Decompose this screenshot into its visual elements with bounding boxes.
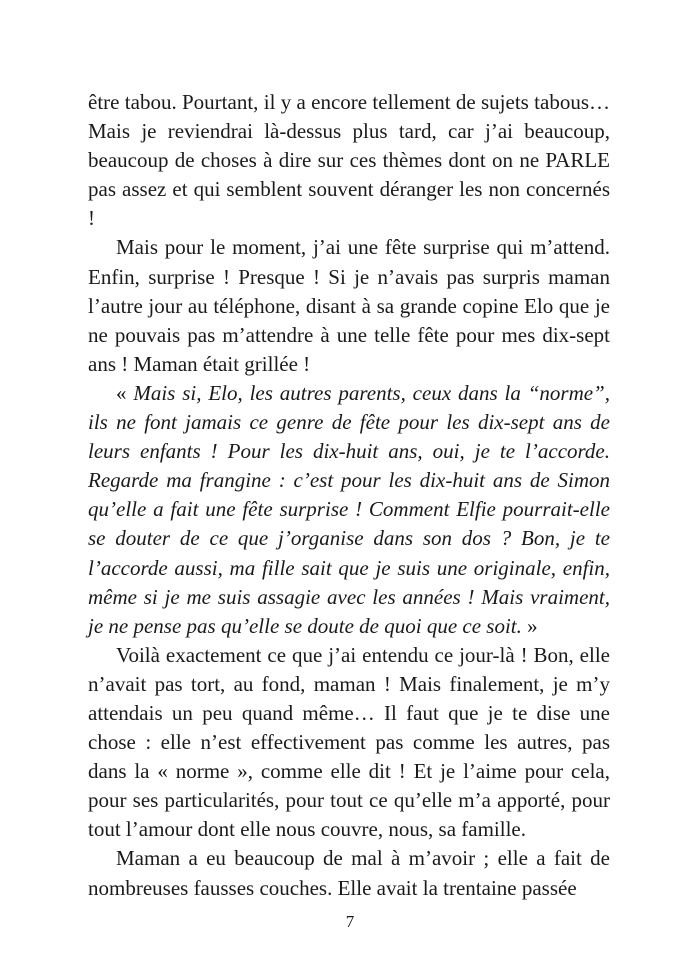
page-body <box>88 88 610 903</box>
quoted-phone-call: Mais si, Elo, les autres parents, ceux dans la “norme”, ils ne font jamais ce genre de fête pour les dix-sept ans de leurs enfants ! Pour les dix-huit ans, oui, je te l’accorde. Regarde ma frangine : c’est pour les dix-huit ans de Simon qu’elle a fait une fête surprise ! Comment Elfie pourrait-elle se douter de ce que j’organise dans son dos ? Bon, je te l’accorde aussi, ma fille sait que je suis une originale, enfin, même si je me suis assagie avec les années ! Mais vraiment, je ne pense pas qu’elle se doute de quoi que ce soit. <box>88 380 610 638</box>
paragraph-quote <box>88 379 610 641</box>
page-number: 7 <box>345 912 355 931</box>
open-quote-mark: « <box>116 380 134 405</box>
close-quote-mark: » <box>521 613 538 638</box>
paragraph-maman: Maman a eu beaucoup de mal à m’avoir ; elle a fait de nombreuses fausses couches. Elle avait la trentaine passée <box>88 846 610 900</box>
paragraph-reflection: Voilà exactement ce que j’ai entendu ce jour-là ! Bon, elle n’avait pas tort, au fond, maman ! Mais finalement, je m’y attendais un peu quand même… Il faut que je te dise une chose : elle n’est effectivement pas comme les autres, pas dans la « norme », comme elle dit ! Et je l’aime pour cela, pour ses particularités, pour tout ce qu’elle m’a apporté, pour tout l’amour dont elle nous couvre, nous, sa famille. <box>88 642 610 842</box>
paragraph-fete-surprise: Mais pour le moment, j’ai une fête surprise qui m’attend. Enfin, surprise ! Presque ! Si je n’avais pas surpris maman l’autre jour au téléphone, disant à sa grande copine Elo que je ne pouvais pas m’attendre à une telle fête pour mes dix-sept ans ! Maman était grillée ! <box>88 235 610 376</box>
paragraph-continuation: être tabou. Pourtant, il y a encore tellement de sujets tabous… Mais je reviendrai là-dessus plus tard, car j’ai beaucoup, beaucoup de choses à dire sur ces thèmes dont on ne PARLE pas assez et qui semblent souvent déranger les non concernés ! <box>88 90 610 231</box>
